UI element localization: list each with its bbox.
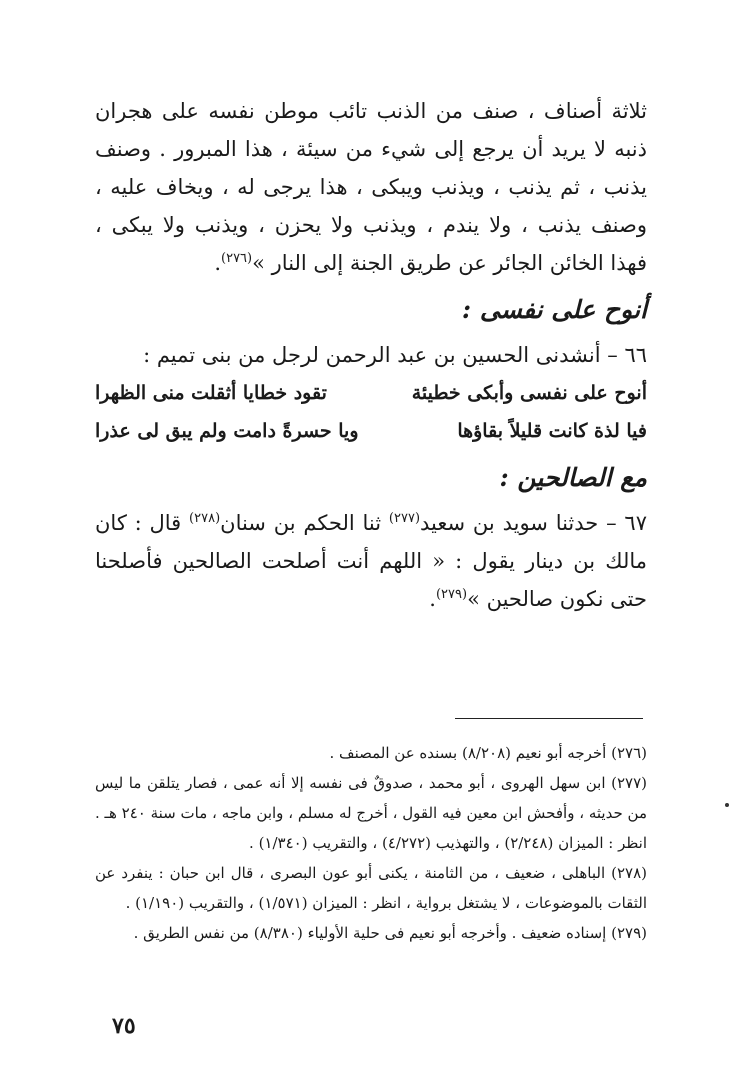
period: .: [429, 587, 436, 611]
footnote-ref[interactable]: (٢٧٧): [388, 511, 421, 526]
footnotes: [95, 738, 647, 948]
hemistich-second: تقود خطايا أثقلت منى الظهرا: [95, 382, 327, 404]
footnote: (٢٧٨) الباهلى ، ضعيف ، من الثامنة ، يكنى أبو عون البصرى ، قال ابن حبان : ينفرد عن الثقات بالموضوعات ، لا يشتغل برواية ، انظر : الميزان (١/٥٧١) ، والتقريب (١/١٩٠) .: [95, 864, 647, 912]
section-heading: مع الصالحين :: [499, 463, 647, 492]
period: .: [214, 251, 222, 275]
poem: [95, 374, 647, 450]
footnote-divider: [455, 718, 643, 719]
footnote-ref[interactable]: (٢٧٨): [189, 511, 221, 526]
item-text: ثنا الحكم بن سنان: [220, 511, 389, 535]
verse-line: [95, 412, 647, 450]
verse-line: [95, 374, 647, 412]
footnote-ref[interactable]: (٢٧٩): [435, 587, 468, 602]
paragraph-text: ثلاثة أصناف ، صنف من الذنب تائب موطن نفسه على هجران ذنبه لا يريد أن يرجع إلى شيء من سيئة ، هذا المبرور . وصنف يذنب ، ثم يذنب ، ويذنب ويبكى ، هذا يرجى له ، ويخاف عليه ، وصنف يذنب ، ولا يندم ، ويذنب ولا يحزن ، ويذنب ولا يبكى ، فهذا الخائن الجائر عن طريق الجنة إلى النار »: [95, 99, 647, 275]
hemistich-first: فيا لذة كانت قليلاً بقاؤها: [457, 420, 647, 442]
item-text: قال : كان مالك بن دينار يقول : « اللهم أنت أصلحت الصالحين فأصلحنا حتى نكون صالحين »: [95, 511, 647, 611]
item-66: ٦٦ – أنشدنى الحسين بن عبد الرحمن لرجل من بنى تميم :: [143, 343, 647, 367]
section-heading: أنوح على نفسى :: [461, 295, 647, 324]
footnote: (٢٧٦) أخرجه أبو نعيم (٨/٢٠٨) بسنده عن المصنف .: [329, 744, 647, 762]
margin-dot: [725, 803, 729, 807]
hemistich-second: ويا حسرةً دامت ولم يبق لى عذرا: [95, 420, 359, 442]
paragraph: [95, 92, 647, 282]
footnote: (٢٧٧) ابن سهل الهروى ، أبو محمد ، صدوقٌ فى نفسه إلا أنه عمى ، فصار يتلقن ما ليس من حديثه ، وأفحش ابن معين فيه القول ، أخرج له مسلم ، وابن ماجه ، مات سنة ٢٤٠ هـ . انظر : الميزان (٢/٢٤٨) ، والتهذيب (٤/٢٧٢) ، والتقريب (١/٣٤٠) .: [95, 774, 647, 852]
page-number: ٧٥: [112, 1013, 136, 1039]
hemistich-first: أنوح على نفسى وأبكى خطيئة: [411, 382, 647, 404]
item-67: [95, 504, 647, 618]
footnote: (٢٧٩) إسناده ضعيف . وأخرجه أبو نعيم فى حلية الأولياء (٨/٣٨٠) من نفس الطريق .: [133, 924, 647, 942]
main-text: [95, 92, 647, 618]
footnote-ref[interactable]: (٢٧٦): [221, 251, 253, 266]
item-text: ٦٧ – حدثنا سويد بن سعيد: [420, 511, 647, 535]
